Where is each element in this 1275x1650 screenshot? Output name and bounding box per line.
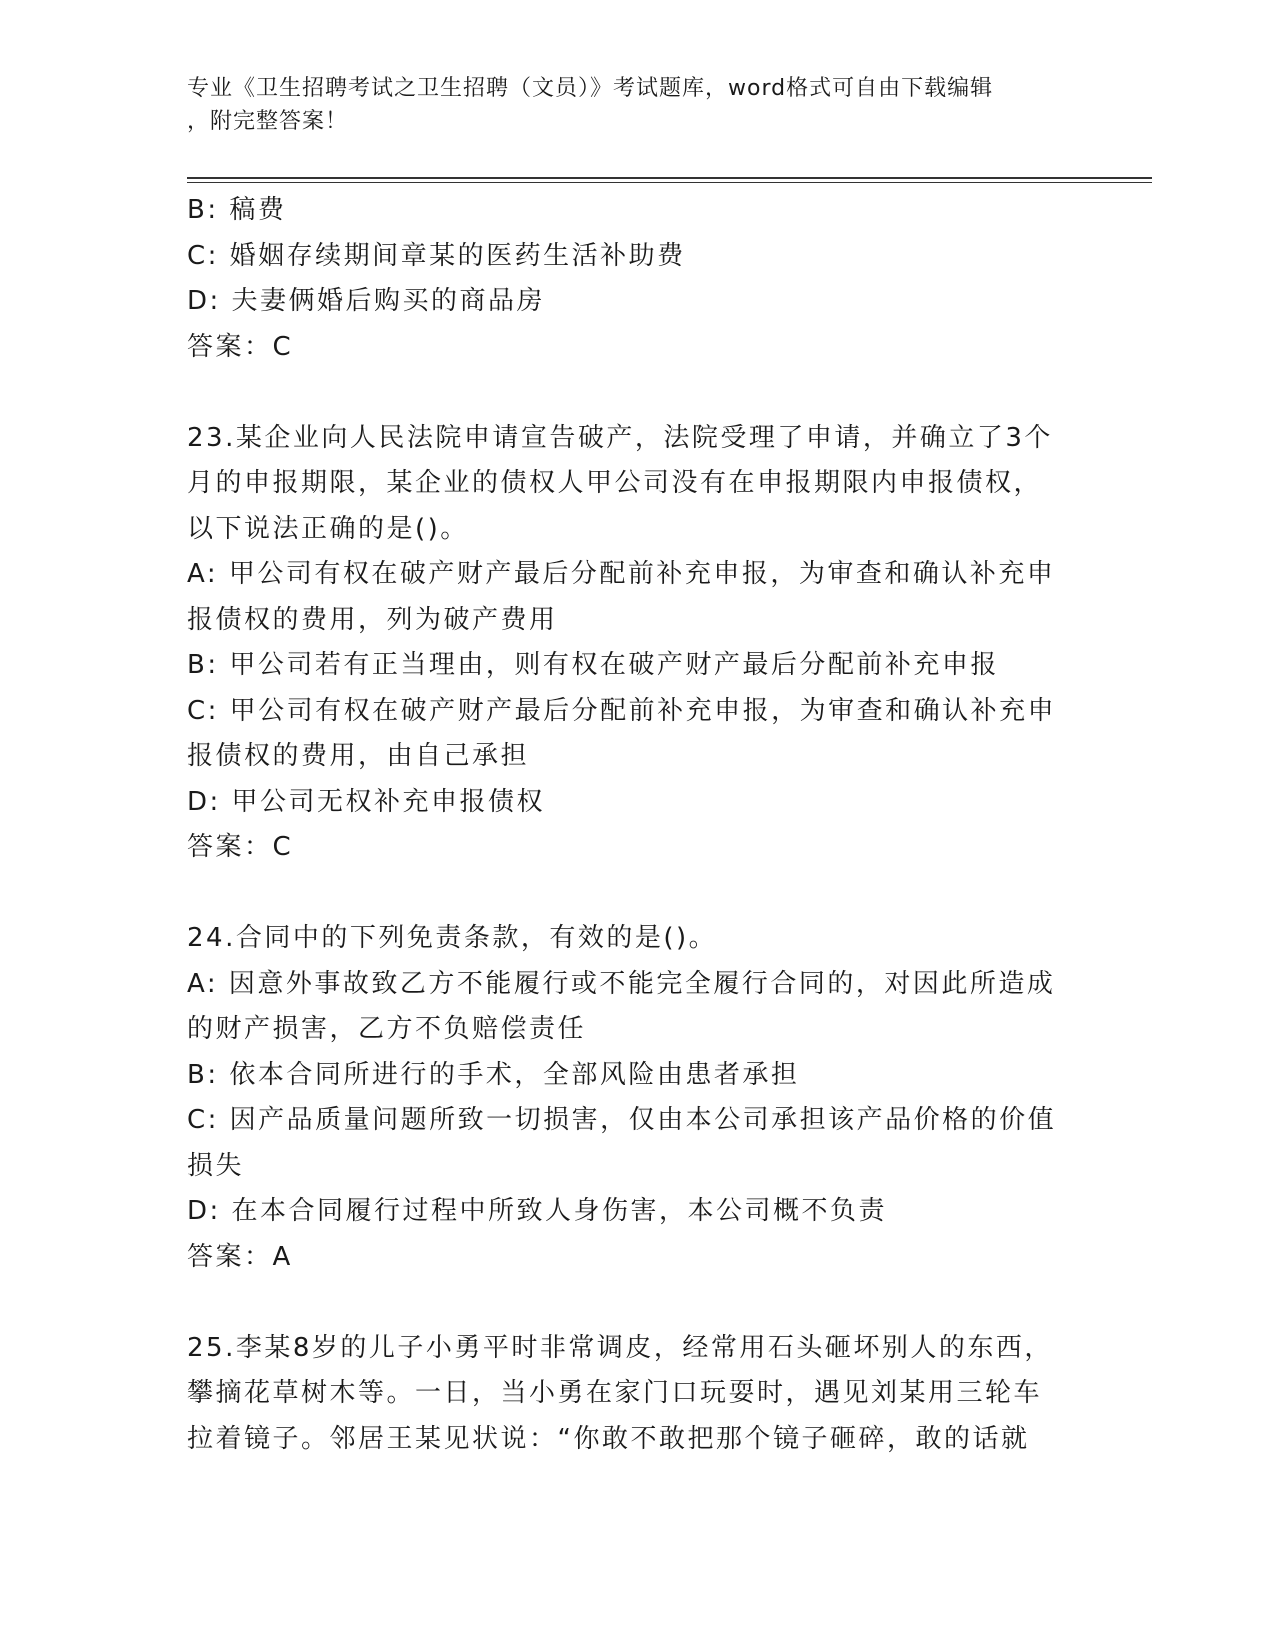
q24-answer: 答案：A [187, 1241, 293, 1272]
spacer [187, 370, 1087, 416]
q25-stem-line-1: 25.李某8岁的儿子小勇平时非常调皮，经常用石头砸坏别人的东西， [187, 1332, 1053, 1363]
q22-option-d: D: 夫妻俩婚后购买的商品房 [187, 286, 546, 316]
q24-option-c-line-2: 损失 [187, 1150, 245, 1181]
q24-option-a-line-1: A: 因意外事故致乙方不能履行或不能完全履行合同的，对因此所造成 [187, 968, 1056, 999]
q22-option-c: C: 婚姻存续期间章某的医药生活补助费 [187, 240, 686, 271]
q25-stem-line-3: 拉着镜子。邻居王某见状说：“你敢不敢把那个镜子砸碎，敢的话就 [187, 1423, 1030, 1454]
document-header [187, 72, 1067, 138]
q24-option-a-line-2: 的财产损害，乙方不负赔偿责任 [187, 1014, 587, 1044]
q25-stem-line-2: 攀摘花草树木等。一日，当小勇在家门口玩耍时，遇见刘某用三轮车 [187, 1378, 1043, 1408]
q22-option-b: B: 稿费 [187, 195, 287, 225]
q23-option-c-line-2: 报债权的费用，由自己承担 [187, 741, 530, 771]
q23-answer: 答案：C [187, 832, 294, 862]
q23-stem-line-1: 23.某企业向人民法院申请宣告破产，法院受理了申请，并确立了3个 [187, 422, 1053, 453]
header-line-1: 专业《卫生招聘考试之卫生招聘（文员）》考试题库，word格式可自由下载编辑 [187, 76, 994, 101]
document-body [187, 188, 1087, 1462]
header-divider-thick [187, 177, 1152, 179]
q24-option-c-line-1: C: 因产品质量问题所致一切损害，仅由本公司承担该产品价格的价值 [187, 1105, 1057, 1135]
q24-option-d: D: 在本合同履行过程中所致人身伤害，本公司概不负责 [187, 1196, 888, 1226]
spacer [187, 871, 1087, 917]
header-line-2: ，附完整答案！ [187, 109, 349, 134]
q24-option-b: B: 依本合同所进行的手术，全部风险由患者承担 [187, 1059, 800, 1090]
q23-option-b: B: 甲公司若有正当理由，则有权在破产财产最后分配前补充申报 [187, 650, 999, 680]
q23-option-d: D: 甲公司无权补充申报债权 [187, 786, 546, 817]
q24-stem: 24.合同中的下列免责条款，有效的是()。 [187, 923, 718, 953]
q22-answer: 答案：C [187, 331, 294, 362]
q23-option-a-line-2: 报债权的费用，列为破产费用 [187, 604, 558, 635]
q23-option-c-line-1: C: 甲公司有权在破产财产最后分配前补充申报，为审查和确认补充申 [187, 695, 1057, 726]
spacer [187, 1280, 1087, 1326]
header-divider-thin [187, 182, 1152, 183]
q23-stem-line-2: 月的申报期限，某企业的债权人甲公司没有在申报期限内申报债权， [187, 468, 1043, 498]
q23-option-a-line-1: A: 甲公司有权在破产财产最后分配前补充申报，为审查和确认补充申 [187, 559, 1056, 589]
q23-stem-line-3: 以下说法正确的是()。 [187, 513, 469, 544]
